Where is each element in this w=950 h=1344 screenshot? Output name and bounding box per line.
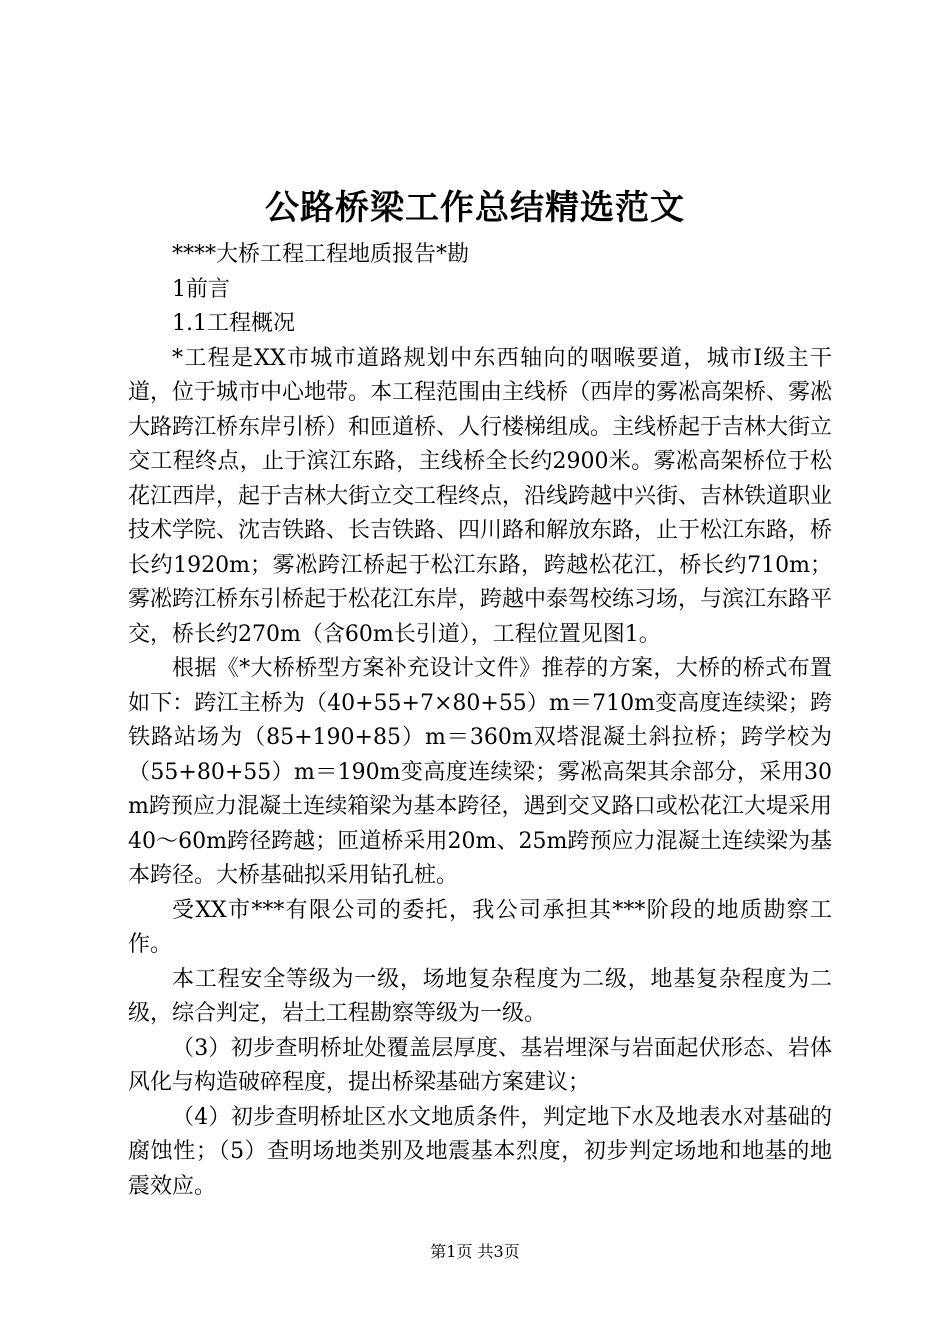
task-item-4-5-paragraph: （4）初步查明桥址区水文地质条件，判定地下水及地表水对基础的腐蚀性；（5）查明场地类别及地震基本烈度，初步判定场地和地基的地震效应。 [128,1104,832,1199]
safety-grade-paragraph: 本工程安全等级为一级，场地复杂程度为二级，地基复杂程度为二级，综合判定，岩土工程勘察等级为一级。 [128,966,832,1026]
document-body [128,238,832,1204]
bridge-layout-paragraph: 根据《*大桥桥型方案补充设计文件》推荐的方案，大桥的桥式布置如下：跨江主桥为（40+55+7×80+55）m＝710m变高度连续梁；跨铁路站场为（85+190+85）m＝360m双塔混凝土斜拉桥；跨学校为（55+80+55）m＝190m变高度连续梁；雾凇高架其余部分，采用30m跨预应力混凝土连续箱梁为基本跨径，遇到交叉路口或松花江大堤采用40～60m跨径跨越；匝道桥采用20m、25m跨预应力混凝土连续梁为基本跨径。大桥基础拟采用钻孔桩。 [128,656,832,888]
section-heading-overview: 1.1工程概况 [172,311,295,336]
task-item-3-paragraph: （3）初步查明桥址处覆盖层厚度、基岩埋深与岩面起伏形态、岩体风化与构造破碎程度，提出桥梁基础方案建议； [128,1035,832,1095]
project-overview-paragraph: *工程是XX市城市道路规划中东西轴向的咽喉要道，城市Ⅰ级主干道，位于城市中心地带。本工程范围由主线桥（西岸的雾凇高架桥、雾凇大路跨江桥东岸引桥）和匝道桥、人行楼梯组成。主线桥起于吉林大街立交工程终点，止于滨江东路，主线桥全长约2900米。雾凇高架桥位于松花江西岸，起于吉林大街立交工程终点，沿线跨越中兴街、吉林铁道职业技术学院、沈吉铁路、长吉铁路、四川路和解放东路，止于松江东路，桥长约1920m；雾凇跨江桥起于松江东路，跨越松花江，桥长约710m；雾凇跨江桥东引桥起于松花江东岸，跨越中泰驾校练习场，与滨江东路平交，桥长约270m（含60m长引道），工程位置见图1。 [128,345,833,647]
commission-paragraph: 受XX市***有限公司的委托，我公司承担其***阶段的地质勘察工作。 [128,897,832,957]
document-title: 公路桥梁工作总结精选范文 [265,188,685,228]
report-heading-paragraph: ****大桥工程工程地质报告*勘 [172,242,470,267]
section-heading-preface: 1前言 [172,276,230,302]
page-number-footer: 第1页 共3页 [430,1242,520,1261]
